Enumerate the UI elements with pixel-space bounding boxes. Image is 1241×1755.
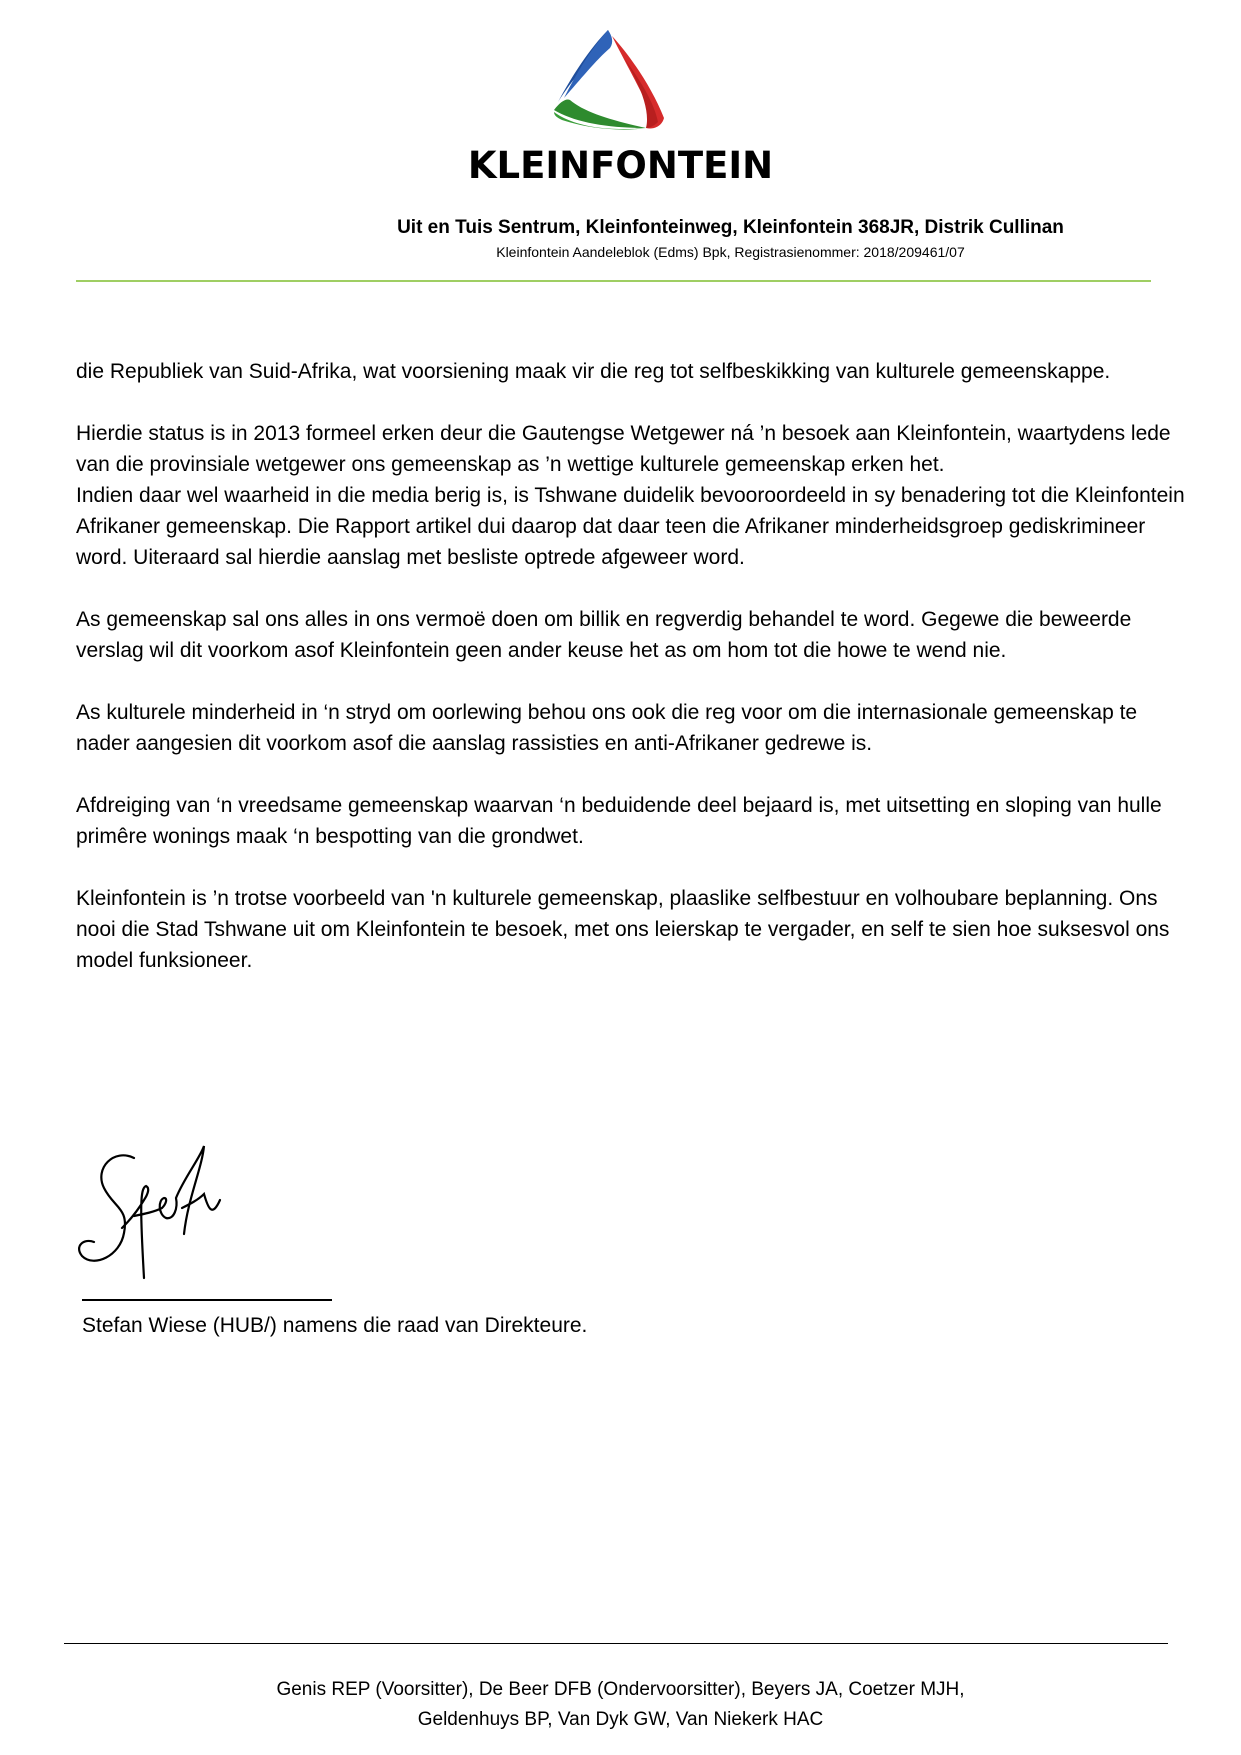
footer-line: Geldenhuys BP, Van Dyk GW, Van Niekerk HAC (417, 1709, 824, 1730)
footer-divider (64, 1643, 1168, 1644)
paragraph: As gemeenskap sal ons alles in ons vermoë doen om billik en regverdig behandel te word. Gegewe die beweerde verslag wil dit voorkom asof Kleinfontein geen ander keuse het as om hom tot die howe te wend nie. (76, 608, 1132, 662)
paragraph: As kulturele minderheid in ‘n stryd om oorlewing behou ons ook die reg voor om die internasionale gemeenskap te nader aangesien dit voorkom asof die aanslag rassisties en anti-Afrikaner gedrewe is. (76, 701, 1138, 755)
paragraph: Indien daar wel waarheid in die media berig is, is Tshwane duidelik bevooroordeeld in sy benadering tot die Kleinfontein Afrikaner gemeenskap. Die Rapport artikel dui daarop dat daar teen die Afrikaner minderheidsgroep gediskrimineer word. Uiteraard sal hierdie aanslag met besliste optrede afgeweer word. (76, 484, 1185, 569)
header-divider (76, 280, 1151, 282)
address-line: Uit en Tuis Sentrum, Kleinfonteinweg, Kleinfontein 368JR, Distrik Cullinan (397, 217, 1064, 238)
paragraph: Kleinfontein is ’n trotse voorbeeld van 'n kulturele gemeenskap, plaaslike selfbestuur en volhoubare beplanning. Ons nooi die Stad Tshwane uit om Kleinfontein te besoek, met ons leierskap te vergader, en self te sien hoe suksesvol ons model funksioneer. (76, 887, 1170, 972)
kleinfontein-logo-icon (550, 28, 670, 136)
signature-line (82, 1299, 332, 1301)
paragraph: die Republiek van Suid-Afrika, wat voorsiening maak vir die reg tot selfbeskikking van kulturele gemeenskappe. (76, 360, 1111, 383)
paragraph: Afdreiging van ‘n vreedsame gemeenskap waarvan ‘n beduidende deel bejaard is, met uitsetting en sloping van hulle primêre wonings maak ‘n bespotting van die grondwet. (76, 794, 1162, 848)
letter-body (76, 356, 1186, 976)
footer-line: Genis REP (Voorsitter), De Beer DFB (Ondervoorsitter), Beyers JA, Coetzer MJH, (276, 1679, 965, 1700)
organization-name: KLEINFONTEIN (467, 144, 774, 187)
footer-directors (0, 1675, 1241, 1735)
handwritten-signature-icon (74, 1138, 224, 1286)
paragraph: Hierdie status is in 2013 formeel erken deur die Gautengse Wetgewer ná ’n besoek aan Kleinfontein, waartydens lede van die provinsiale wetgewer ons gemeenskap as ’n wettige kulturele gemeenskap erken het. (76, 422, 1171, 476)
registration-line: Kleinfontein Aandeleblok (Edms) Bpk, Registrasienommer: 2018/209461/07 (496, 244, 965, 260)
signatory-name: Stefan Wiese (HUB/) namens die raad van Direkteure. (82, 1314, 588, 1337)
